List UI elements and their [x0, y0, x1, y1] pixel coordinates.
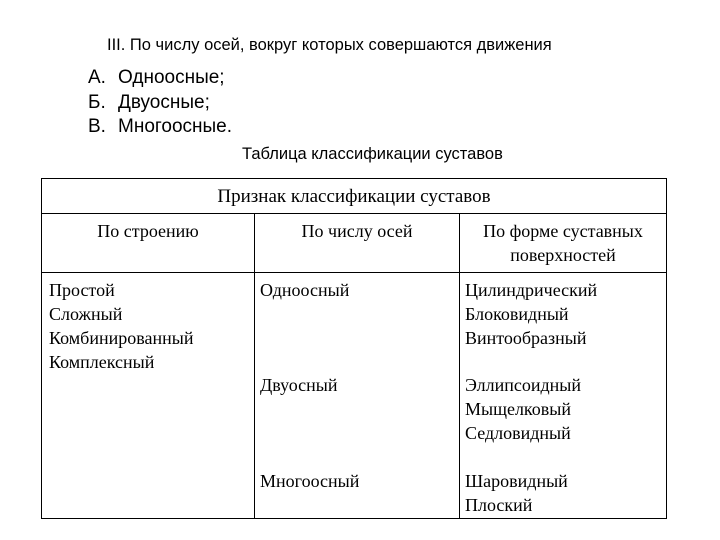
list-item	[88, 115, 232, 140]
column-header-shape: По форме суставных поверхностей	[483, 221, 643, 265]
table-header: Признак классификации суставов	[42, 179, 666, 214]
axis-types-list	[88, 66, 232, 140]
shape-item: Винтообразный	[465, 328, 587, 348]
shape-item: Цилиндрический	[465, 280, 598, 300]
axes-cell: Многоосный	[260, 471, 360, 491]
structure-item: Сложный	[49, 304, 123, 324]
shape-cell	[465, 373, 581, 445]
structure-item: Комбинированный	[49, 328, 194, 348]
list-item	[88, 66, 232, 91]
column-header-axes: По числу осей	[301, 221, 413, 241]
axes-cell: Двуосный	[260, 375, 338, 395]
shape-item: Седловидный	[465, 423, 571, 443]
section-heading: III. По числу осей, вокруг которых совершаются движения	[107, 36, 552, 54]
shape-item: Эллипсоидный	[465, 375, 582, 395]
structure-item: Комплексный	[49, 352, 155, 372]
shape-item: Мыщелковый	[465, 399, 571, 419]
list-item	[88, 91, 232, 116]
list-label: Одноосные;	[118, 67, 225, 88]
structure-cell	[49, 278, 193, 374]
axes-cell: Одноосный	[260, 280, 350, 300]
list-label: Многоосные.	[118, 116, 233, 137]
shape-cell	[465, 469, 568, 517]
list-marker: В.	[88, 116, 106, 137]
classification-table	[41, 178, 667, 519]
shape-item: Плоский	[465, 495, 533, 515]
structure-item: Простой	[49, 280, 115, 300]
list-marker: А.	[88, 67, 106, 88]
table-caption: Таблица классификации суставов	[242, 145, 503, 163]
column-header-structure: По строению	[97, 221, 199, 241]
row-divider	[42, 272, 666, 273]
shape-cell	[465, 278, 597, 350]
shape-item: Шаровидный	[465, 471, 568, 491]
list-label: Двуосные;	[118, 91, 210, 113]
shape-item: Блоковидный	[465, 304, 569, 324]
column-divider	[254, 214, 255, 518]
list-marker: Б.	[88, 91, 106, 113]
